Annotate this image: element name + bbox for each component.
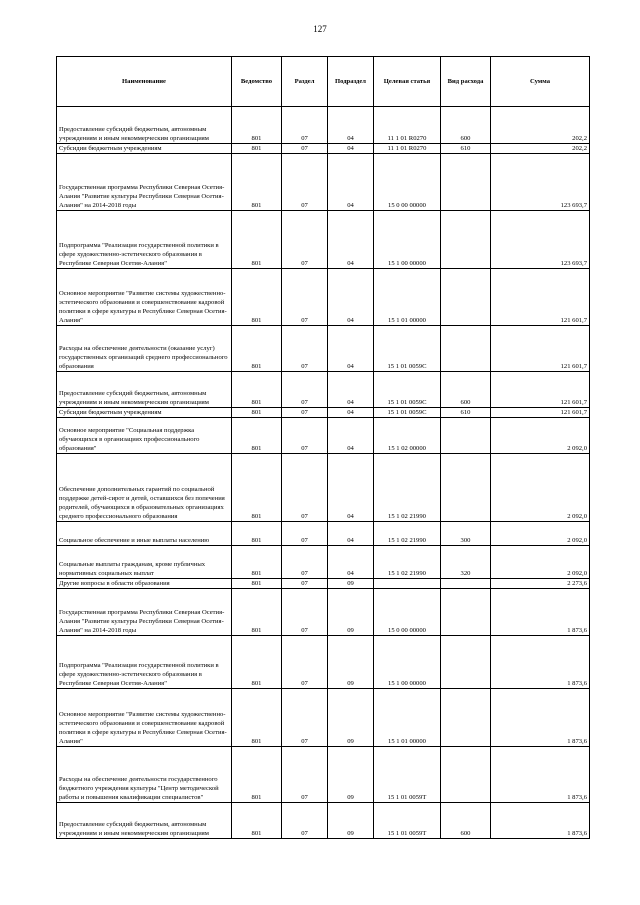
cell-target: 15 1 01 0059С [374, 326, 441, 372]
header-subsection: Подраздел [328, 57, 374, 107]
cell-sum: 2 092,0 [491, 546, 590, 579]
table-row [57, 154, 590, 211]
header-target-item: Целевая статья [374, 57, 441, 107]
cell-type: 320 [441, 546, 491, 579]
cell-type [441, 636, 491, 689]
cell-section: 07 [282, 636, 328, 689]
cell-subsection: 04 [328, 107, 374, 144]
cell-section: 07 [282, 326, 328, 372]
cell-subsection: 09 [328, 747, 374, 803]
cell-dept: 801 [232, 589, 282, 636]
cell-section: 07 [282, 589, 328, 636]
cell-name: Социальное обеспечение и иные выплаты населению [57, 522, 232, 546]
cell-name: Предоставление субсидий бюджетным, автономным учреждениям и иным некоммерческим организациям [57, 803, 232, 839]
cell-name: Субсидии бюджетным учреждениям [57, 144, 232, 154]
cell-subsection: 04 [328, 154, 374, 211]
cell-sum: 1 873,6 [491, 636, 590, 689]
cell-type [441, 418, 491, 454]
cell-subsection: 09 [328, 803, 374, 839]
cell-target: 11 1 01 R0270 [374, 144, 441, 154]
cell-target: 15 1 01 00000 [374, 689, 441, 747]
cell-sum: 1 873,6 [491, 589, 590, 636]
cell-section: 07 [282, 454, 328, 522]
cell-type [441, 454, 491, 522]
cell-type [441, 326, 491, 372]
cell-name: Основное мероприятие "Социальная поддержка обучающихся в организациях профессионального образования" [57, 418, 232, 454]
cell-subsection: 04 [328, 522, 374, 546]
cell-dept: 801 [232, 418, 282, 454]
cell-section: 07 [282, 418, 328, 454]
table-row [57, 803, 590, 839]
table-row [57, 418, 590, 454]
cell-sum: 121 601,7 [491, 326, 590, 372]
cell-dept: 801 [232, 522, 282, 546]
cell-subsection: 04 [328, 454, 374, 522]
cell-name: Социальные выплаты гражданам, кроме публичных нормативных социальных выплат [57, 546, 232, 579]
cell-dept: 801 [232, 803, 282, 839]
cell-subsection: 09 [328, 636, 374, 689]
table-row [57, 689, 590, 747]
cell-sum: 123 693,7 [491, 154, 590, 211]
table-row [57, 589, 590, 636]
cell-target: 15 1 02 21990 [374, 522, 441, 546]
cell-target: 15 1 02 21990 [374, 546, 441, 579]
cell-dept: 801 [232, 269, 282, 326]
header-expense-type: Вид расхода [441, 57, 491, 107]
cell-name: Основное мероприятие "Развитие системы художественно-эстетического образования и совершенствование кадровой политики в сфере культуры в Республике Северная Осетия-Алания" [57, 269, 232, 326]
cell-dept: 801 [232, 546, 282, 579]
table-row [57, 144, 590, 154]
page-number: 127 [313, 24, 327, 34]
cell-dept: 801 [232, 408, 282, 418]
cell-type [441, 269, 491, 326]
cell-target: 15 1 01 0059С [374, 372, 441, 408]
cell-type: 610 [441, 408, 491, 418]
cell-type: 300 [441, 522, 491, 546]
cell-sum: 123 693,7 [491, 211, 590, 269]
cell-section: 07 [282, 144, 328, 154]
cell-name: Предоставление субсидий бюджетным, автономным учреждениям и иным некоммерческим организациям [57, 107, 232, 144]
cell-dept: 801 [232, 689, 282, 747]
cell-type: 600 [441, 372, 491, 408]
cell-subsection: 04 [328, 144, 374, 154]
cell-dept: 801 [232, 454, 282, 522]
cell-sum: 121 601,7 [491, 408, 590, 418]
cell-target: 15 1 00 00000 [374, 211, 441, 269]
cell-target: 11 1 01 R0270 [374, 107, 441, 144]
cell-name: Обеспечение дополнительных гарантий по социальной поддержке детей-сирот и детей, оставшихся без попечения родителей, обучающихся в образовательных организациях среднего профессионального образования [57, 454, 232, 522]
cell-sum: 1 873,6 [491, 689, 590, 747]
cell-target: 15 1 01 0059Т [374, 747, 441, 803]
header-section: Раздел [282, 57, 328, 107]
cell-sum: 2 273,6 [491, 579, 590, 589]
table-row [57, 522, 590, 546]
cell-dept: 801 [232, 747, 282, 803]
cell-name: Государственная программа Республики Северная Осетия-Алания "Развитие культуры Республики Северная Осетия-Алания" на 2014-2018 годы [57, 154, 232, 211]
cell-section: 07 [282, 107, 328, 144]
cell-subsection: 04 [328, 269, 374, 326]
table-row [57, 269, 590, 326]
cell-dept: 801 [232, 326, 282, 372]
cell-type [441, 211, 491, 269]
table-row [57, 107, 590, 144]
cell-dept: 801 [232, 211, 282, 269]
header-sum: Сумма [491, 57, 590, 107]
cell-dept: 801 [232, 636, 282, 689]
cell-sum: 1 873,6 [491, 803, 590, 839]
cell-sum: 2 092,0 [491, 522, 590, 546]
cell-name: Подпрограмма "Реализация государственной политики в сфере художественно-эстетического образования в Республике Северная Осетия-Алания" [57, 211, 232, 269]
cell-target: 15 1 01 00000 [374, 269, 441, 326]
cell-target: 15 1 01 0059Т [374, 803, 441, 839]
cell-section: 07 [282, 803, 328, 839]
cell-target [374, 579, 441, 589]
cell-subsection: 04 [328, 408, 374, 418]
table-row [57, 372, 590, 408]
table-row [57, 546, 590, 579]
header-department: Ведомство [232, 57, 282, 107]
table-header-row [57, 57, 590, 107]
cell-sum: 202,2 [491, 144, 590, 154]
cell-target: 15 1 01 0059С [374, 408, 441, 418]
cell-type: 610 [441, 144, 491, 154]
cell-subsection: 04 [328, 418, 374, 454]
cell-name: Расходы на обеспечение деятельности (оказание услуг) государственных организаций среднего профессионального образования [57, 326, 232, 372]
table-row [57, 326, 590, 372]
cell-sum: 121 601,7 [491, 269, 590, 326]
table-row [57, 454, 590, 522]
cell-dept: 801 [232, 154, 282, 211]
cell-sum: 2 092,0 [491, 418, 590, 454]
cell-subsection: 09 [328, 589, 374, 636]
cell-section: 07 [282, 211, 328, 269]
cell-name: Расходы на обеспечение деятельности государственного бюджетного учреждения культуры "Центр методической работы и повышения квалификации специалистов" [57, 747, 232, 803]
cell-sum: 2 092,0 [491, 454, 590, 522]
cell-type: 600 [441, 107, 491, 144]
cell-sum: 1 873,6 [491, 747, 590, 803]
cell-target: 15 0 00 00000 [374, 154, 441, 211]
cell-name: Другие вопросы в области образования [57, 579, 232, 589]
table-row [57, 211, 590, 269]
cell-subsection: 04 [328, 546, 374, 579]
budget-table [56, 56, 590, 839]
cell-type [441, 154, 491, 211]
table-row [57, 747, 590, 803]
cell-type [441, 747, 491, 803]
cell-dept: 801 [232, 144, 282, 154]
cell-dept: 801 [232, 579, 282, 589]
cell-section: 07 [282, 408, 328, 418]
cell-sum: 121 601,7 [491, 372, 590, 408]
cell-section: 07 [282, 579, 328, 589]
cell-subsection: 04 [328, 372, 374, 408]
cell-type [441, 579, 491, 589]
cell-name: Государственная программа Республики Северная Осетия-Алания "Развитие культуры Республики Северная Осетия-Алания" на 2014-2018 годы [57, 589, 232, 636]
cell-dept: 801 [232, 372, 282, 408]
cell-target: 15 0 00 00000 [374, 589, 441, 636]
cell-dept: 801 [232, 107, 282, 144]
cell-section: 07 [282, 747, 328, 803]
cell-subsection: 09 [328, 579, 374, 589]
cell-type [441, 689, 491, 747]
cell-target: 15 1 02 00000 [374, 418, 441, 454]
cell-subsection: 04 [328, 211, 374, 269]
cell-section: 07 [282, 546, 328, 579]
cell-subsection: 04 [328, 326, 374, 372]
cell-name: Субсидии бюджетным учреждениям [57, 408, 232, 418]
cell-target: 15 1 02 21990 [374, 454, 441, 522]
cell-section: 07 [282, 522, 328, 546]
cell-name: Основное мероприятие "Развитие системы художественно-эстетического образования и совершенствование кадровой политики в сфере культуры в Республике Северная Осетия-Алания" [57, 689, 232, 747]
cell-sum: 202,2 [491, 107, 590, 144]
table-row [57, 636, 590, 689]
cell-target: 15 1 00 00000 [374, 636, 441, 689]
table-row [57, 408, 590, 418]
cell-section: 07 [282, 154, 328, 211]
table-row [57, 579, 590, 589]
cell-type: 600 [441, 803, 491, 839]
cell-section: 07 [282, 372, 328, 408]
cell-section: 07 [282, 689, 328, 747]
cell-type [441, 589, 491, 636]
header-name: Наименование [57, 57, 232, 107]
cell-section: 07 [282, 269, 328, 326]
cell-name: Подпрограмма "Реализация государственной политики в сфере художественно-эстетического образования в Республике Северная Осетия-Алания" [57, 636, 232, 689]
cell-name: Предоставление субсидий бюджетным, автономным учреждениям и иным некоммерческим организациям [57, 372, 232, 408]
cell-subsection: 09 [328, 689, 374, 747]
